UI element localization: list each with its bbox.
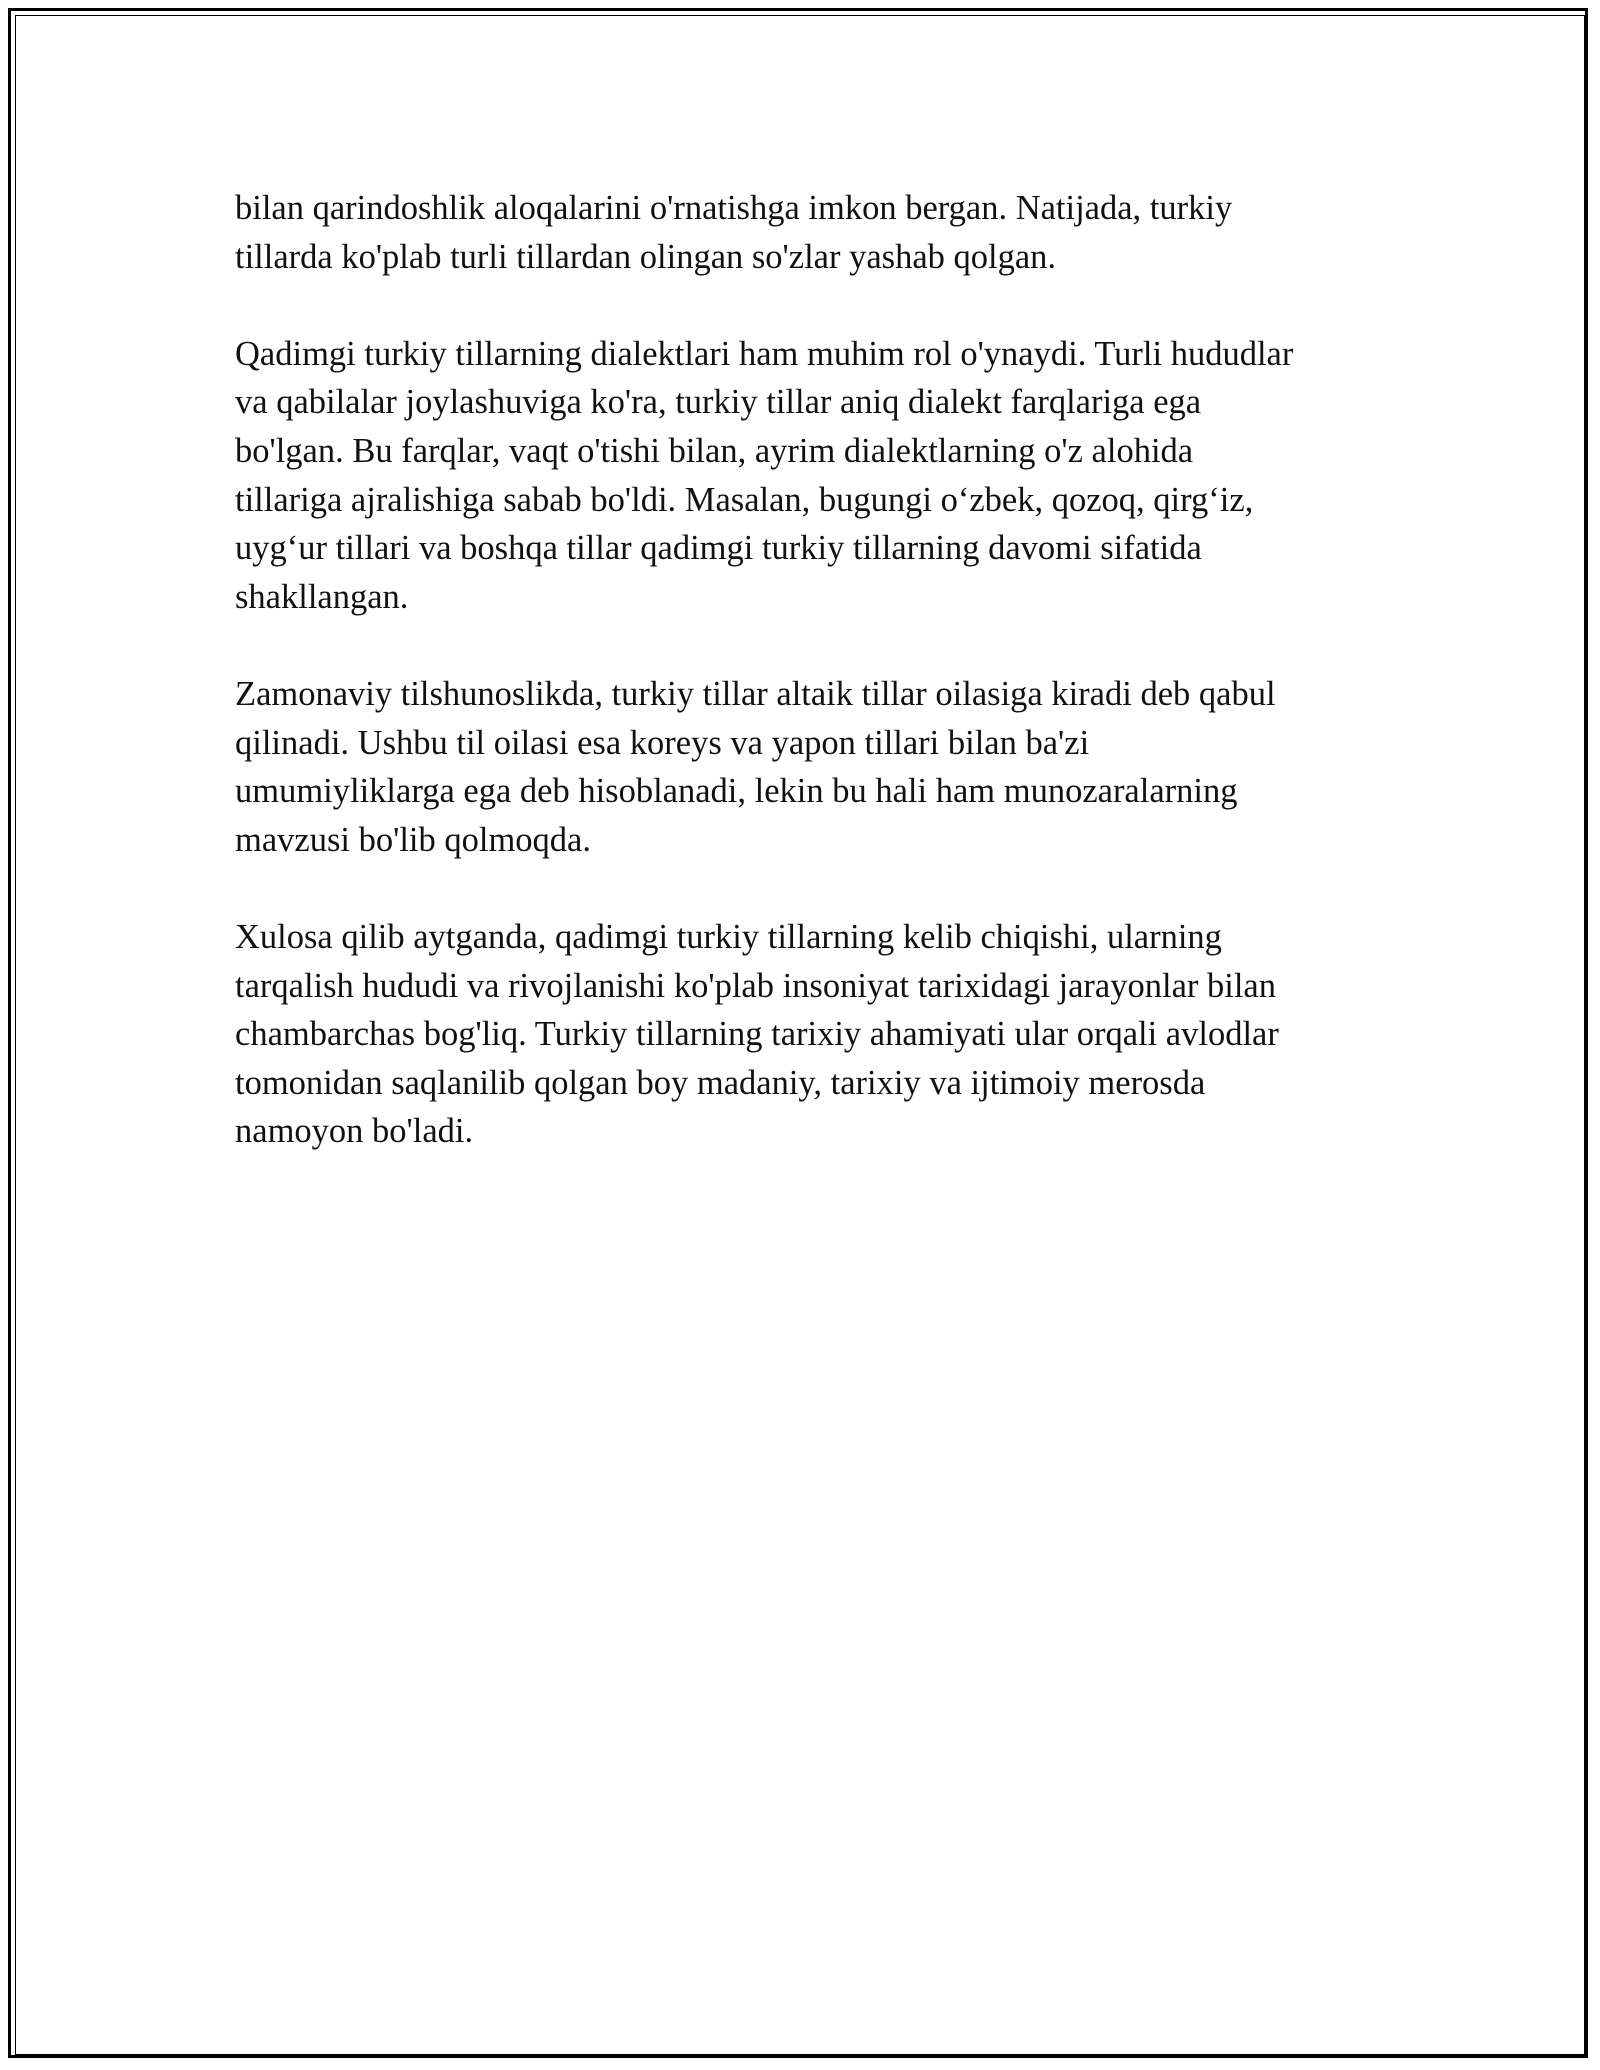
paragraph-1: bilan qarindoshlik aloqalarini o'rnatishga imkon bergan. Natijada, turkiy tillarda ko'plab turli tillardan olingan so'zlar yashab qolgan. <box>235 189 1233 276</box>
paragraph-3: Zamonaviy tilshunoslikda, turkiy tillar altaik tillar oilasiga kiradi deb qabul qilinadi. Ushbu til oilasi esa koreys va yapon tillari bilan ba'zi umumiyliklarga ega deb hisoblanadi, lekin bu hali ham munozaralarning mavzusi bo'lib qolmoqda. <box>235 674 1276 859</box>
document-body <box>235 184 1375 1204</box>
paragraph-2: Qadimgi turkiy tillarning dialektlari ham muhim rol o'ynaydi. Turli hududlar va qabilalar joylashuviga ko'ra, turkiy tillar aniq dialekt farqlariga ega bo'lgan. Bu farqlar, vaqt o'tishi bilan, ayrim dialektlarning o'z alohida tillariga ajralishiga sabab bo'ldi. Masalan, bugungi o‘zbek, qozoq, qirg‘iz, uyg‘ur tillari va boshqa tillar qadimgi turkiy tillarning davomi sifatida shakllangan. <box>235 334 1294 616</box>
paragraph-4: Xulosa qilib aytganda, qadimgi turkiy tillarning kelib chiqishi, ularning tarqalish hududi va rivojlanishi ko'plab insoniyat tarixidagi jarayonlar bilan chambarchas bog'liq. Turkiy tillarning tarixiy ahamiyati ular orqali avlodlar tomonidan saqlanilib qolgan boy madaniy, tarixiy va ijtimoiy merosda namoyon bo'ladi. <box>235 917 1279 1151</box>
